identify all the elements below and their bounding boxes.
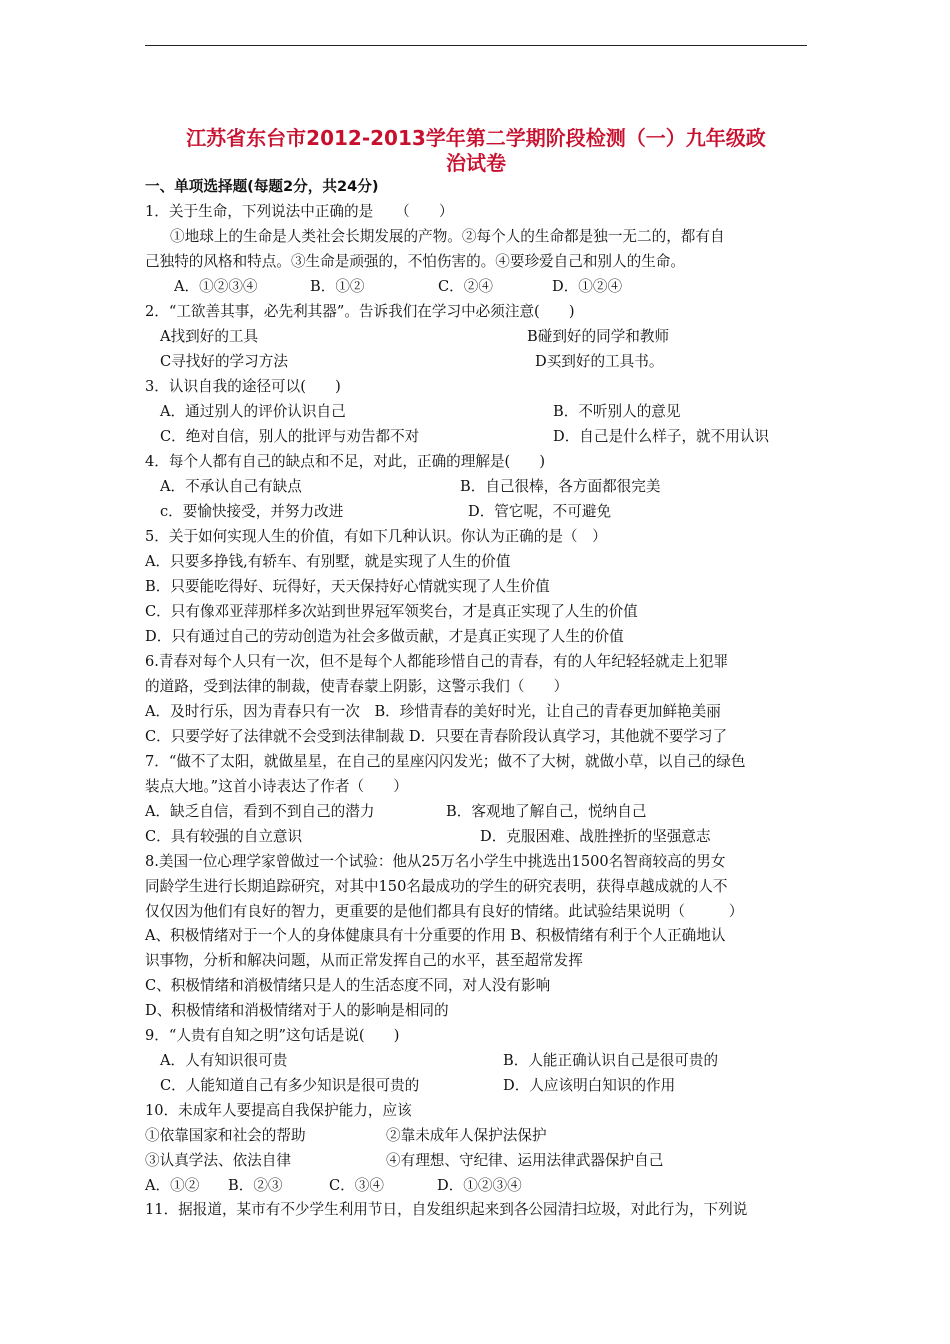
q8-stem-line-3: 仅仅因为他们有良好的智力，更重要的是他们都具有良好的情绪。此试验结果说明（ ） [145,903,744,920]
q11-stem: 11．据报道，某市有不少学生利用节日，自发组织起来到各公园清扫垃圾，对此行为，下列说 [145,1201,748,1218]
q5-option-c: C．只有像邓亚萍那样多次站到世界冠军领奖台，才是真正实现了人生的价值 [145,603,638,620]
q5-stem: 5．关于如何实现人生的价值，有如下几种认识。你认为正确的是（ ） [145,528,607,545]
q2-option-b: B碰到好的同学和教师 [527,328,670,345]
q3-option-b: B．不听别人的意见 [553,403,681,420]
q8-stem-line-2: 同龄学生进行长期追踪研究，对其中150名最成功的学生的研究表明，获得卓越成就的人不 [145,878,728,895]
q6-stem-line-1: 6.青春对每个人只有一次，但不是每个人都能珍惜自己的青春，有的人年纪轻轻就走上犯罪 [145,653,729,670]
q3-option-c: C．绝对自信，别人的批评与劝告都不对 [160,428,420,445]
q8-option-c: C、积极情绪和消极情绪只是人的生活态度不同，对人没有影响 [145,977,551,994]
q10-option-d: D．①②③④ [437,1177,522,1194]
q1-body-line-2: 己独特的风格和特点。③生命是顽强的，不怕伤害的。④要珍爱自己和别人的生命。 [145,253,685,270]
q7-option-d: D．克服困难、战胜挫折的坚强意志 [480,828,711,845]
q6-options-ab: A．及时行乐，因为青春只有一次 B．珍惜青春的美好时光，让自己的青春更加鲜艳美丽 [145,703,721,720]
q10-option-b: B．②③ [228,1177,283,1194]
q1-option-c: C．②④ [438,278,493,295]
title-line-2: 治试卷 [446,151,506,175]
q7-option-c: C．具有较强的自立意识 [145,828,303,845]
q9-option-a: A．人有知识很可贵 [160,1052,288,1069]
q2-option-a: A找到好的工具 [160,328,259,345]
q4-option-c: c．要愉快接受，并努力改进 [160,503,344,520]
q7-option-a: A．缺乏自信，看到不到自己的潜力 [145,803,375,820]
q4-option-b: B．自己很棒，各方面都很完美 [460,478,661,495]
q7-stem-line-2: 装点大地。”这首小诗表达了作者（ ） [145,778,408,795]
q9-stem: 9．“人贵有自知之明”这句话是说( ) [145,1027,400,1044]
q10-option-c: C．③④ [329,1177,384,1194]
section-heading: 一、单项选择题(每题2分，共24分) [145,178,379,195]
q10-item-3: ③认真学法、依法自律 [145,1152,291,1169]
q3-option-a: A．通过别人的评价认识自己 [160,403,346,420]
q2-option-d: D买到好的工具书。 [535,353,664,370]
q8-stem-line-1: 8.美国一位心理学家曾做过一个试验：他从25万名小学生中挑选出1500名智商较高的男女 [145,853,726,870]
q1-stem: 1．关于生命，下列说法中正确的是 （ ） [145,203,454,220]
q6-options-cd: C．只要学好了法律就不会受到法律制裁 D．只要在青春阶段认真学习，其他就不要学习了 [145,728,728,745]
q3-stem: 3．认识自我的途径可以( ) [145,378,341,395]
q9-option-d: D．人应该明白知识的作用 [503,1077,676,1094]
q10-item-1: ①依靠国家和社会的帮助 [145,1127,306,1144]
q8-option-d: D、积极情绪和消极情绪对于人的影响是相同的 [145,1002,449,1019]
q2-stem: 2．“工欲善其事，必先利其器”。告诉我们在学习中必须注意( ) [145,303,575,320]
q10-item-4: ④有理想、守纪律、运用法律武器保护自己 [386,1152,664,1169]
q7-option-b: B．客观地了解自己，悦纳自己 [446,803,647,820]
q4-option-d: D．管它呢，不可避免 [468,503,612,520]
q4-option-a: A．不承认自己有缺点 [160,478,302,495]
q1-body-line-1: ①地球上的生命是人类社会长期发展的产物。②每个人的生命都是独一无二的，都有自 [170,228,725,245]
header-rule [145,45,807,46]
q6-stem-line-2: 的道路，受到法律的制裁，使青春蒙上阴影，这警示我们（ ） [145,678,569,695]
q4-stem: 4．每个人都有自己的缺点和不足，对此，正确的理解是( ) [145,453,546,470]
q9-option-c: C．人能知道自己有多少知识是很可贵的 [160,1077,420,1094]
q10-option-a: A．①② [145,1177,200,1194]
title-line-1: 江苏省东台市2012-2013学年第二学期阶段检测（一）九年级政 [186,126,766,150]
q5-option-a: A．只要多挣钱,有轿车、有别墅，就是实现了人生的价值 [145,553,511,570]
q8-options-ab-line-2: 识事物，分析和解决问题，从而正常发挥自己的水平，甚至超常发挥 [145,952,583,969]
page-title [145,126,807,176]
q9-option-b: B．人能正确认识自己是很可贵的 [503,1052,719,1069]
q1-option-a: A．①②③④ [174,278,258,295]
q5-option-b: B．只要能吃得好、玩得好，天天保持好心情就实现了人生价值 [145,578,550,595]
q10-item-2: ②靠未成年人保护法保护 [386,1127,547,1144]
q1-option-d: D．①②④ [552,278,623,295]
q7-stem-line-1: 7．“做不了太阳，就做星星，在自己的星座闪闪发光；做不了大树，就做小草，以自己的绿色 [145,753,746,770]
q2-option-c: C寻找好的学习方法 [160,353,288,370]
q10-stem: 10．未成年人要提高自我保护能力，应该 [145,1102,412,1119]
q8-options-ab-line-1: A、积极情绪对于一个人的身体健康具有十分重要的作用 B、积极情绪有利于个人正确地认 [145,927,726,944]
q1-option-b: B．①② [310,278,365,295]
q3-option-d: D．自己是什么样子，就不用认识 [553,428,770,445]
q5-option-d: D．只有通过自己的劳动创造为社会多做贡献，才是真正实现了人生的价值 [145,628,624,645]
